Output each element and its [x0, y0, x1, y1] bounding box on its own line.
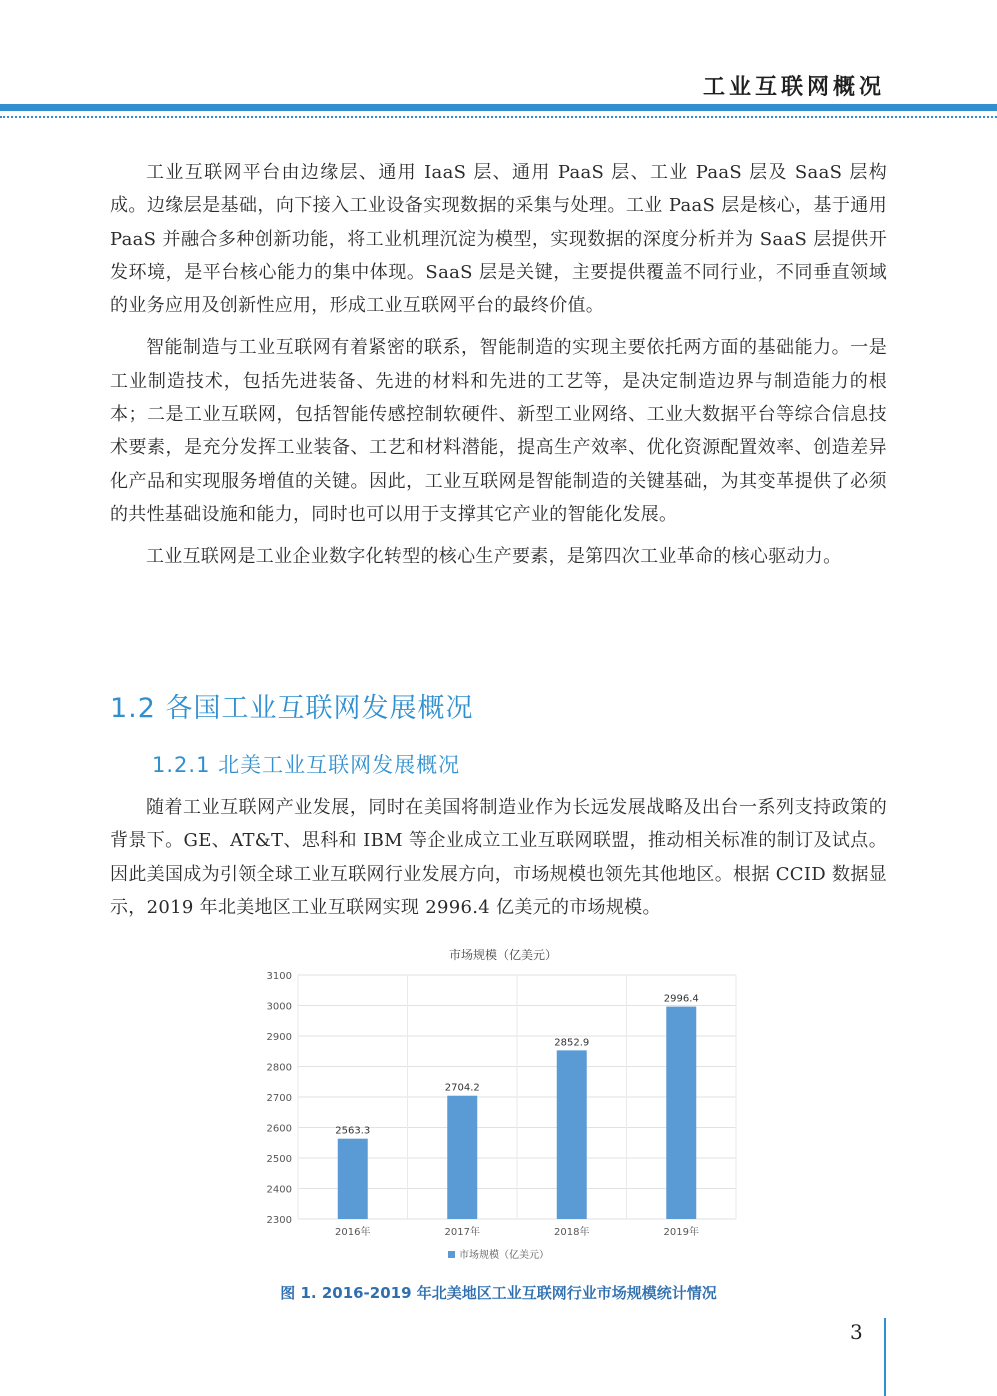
- bar-chart-svg: [258, 942, 748, 1272]
- page-number: 3: [850, 1320, 863, 1344]
- y-tick-label: 2300: [266, 1215, 292, 1226]
- legend-label: 市场规模（亿美元）: [459, 1250, 549, 1261]
- figure-caption: 图 1. 2016-2019 年北美地区工业互联网行业市场规模统计情况: [280, 1284, 717, 1302]
- y-tick-label: 2900: [266, 1032, 292, 1043]
- bar: [557, 1050, 587, 1219]
- x-tick-label: 2016年: [335, 1227, 371, 1238]
- data-label: 2563.3: [335, 1125, 371, 1137]
- y-tick-label: 2800: [266, 1062, 292, 1074]
- page-rule: [884, 1318, 886, 1396]
- x-tick-label: 2017年: [444, 1227, 480, 1238]
- subsection-body: [110, 791, 887, 933]
- y-tick-label: 2500: [266, 1154, 292, 1165]
- bar: [338, 1139, 368, 1219]
- header-dotted-rule: [0, 116, 997, 118]
- header-bar: [0, 104, 997, 111]
- paragraph: 智能制造与工业互联网有着紧密的联系，智能制造的实现主要依托两方面的基础能力。一是工业制造技术，包括先进装备、先进的材料和先进的工艺等，是决定制造边界与制造能力的根本；二是工业互联网，包括智能传感控制软硬件、新型工业网络、工业大数据平台等综合信息技术要素，是充分发挥工业装备、工艺和材料潜能，提高生产效率、优化资源配置效率、创造差异化产品和实现服务增值的关键。因此，工业互联网是智能制造的关键基础，为其变革提供了必须的共性基础设施和能力，同时也可以用于支撑其它产业的智能化发展。: [110, 337, 887, 525]
- y-tick-label: 2600: [266, 1123, 292, 1135]
- legend-swatch: [448, 1251, 455, 1258]
- running-header-title: 工业互联网概况: [702, 74, 885, 100]
- x-tick-label: 2018年: [554, 1227, 590, 1238]
- data-label: 2996.4: [663, 993, 699, 1005]
- paragraph: 工业互联网平台由边缘层、通用 IaaS 层、通用 PaaS 层、工业 PaaS 层及 SaaS 层构成。边缘层是基础，向下接入工业设备实现数据的采集与处理。工业 PaaS 层是核心，基于通用 PaaS 并融合多种创新功能，将工业机理沉淀为模型，实现数据的深度分析并为 SaaS 层提供开发环境，是平台核心能力的集中体现。SaaS 层是关键，主要提供覆盖不同行业，不同垂直领域的业务应用及创新性应用，形成工业互联网平台的最终价值。: [110, 162, 887, 317]
- data-label: 2852.9: [554, 1037, 590, 1049]
- body-text: [110, 156, 887, 583]
- bar: [447, 1096, 477, 1219]
- chart-title: 市场规模（亿美元）: [448, 948, 558, 962]
- y-tick-label: 2400: [266, 1184, 292, 1196]
- x-tick-label: 2019年: [663, 1227, 699, 1238]
- y-tick-label: 3000: [266, 1001, 292, 1013]
- data-label: 2704.2: [444, 1082, 480, 1094]
- bar: [666, 1007, 696, 1219]
- bar-chart: [258, 942, 748, 1272]
- subsection-heading: 1.2.1 北美工业互联网发展概况: [152, 753, 461, 777]
- paragraph: 工业互联网是工业企业数字化转型的核心生产要素，是第四次工业革命的核心驱动力。: [146, 546, 842, 568]
- paragraph: 随着工业互联网产业发展，同时在美国将制造业作为长远发展战略及出台一系列支持政策的背景下。GE、AT&T、思科和 IBM 等企业成立工业互联网联盟，推动相关标准的制订及试点。因此美国成为引领全球工业互联网行业发展方向，市场规模也领先其他地区。根据 CCID 数据显示，2019 年北美地区工业互联网实现 2996.4 亿美元的市场规模。: [110, 797, 887, 918]
- y-tick-label: 3100: [266, 971, 292, 982]
- y-tick-label: 2700: [266, 1093, 292, 1104]
- section-heading: 1.2 各国工业互联网发展概况: [110, 693, 474, 724]
